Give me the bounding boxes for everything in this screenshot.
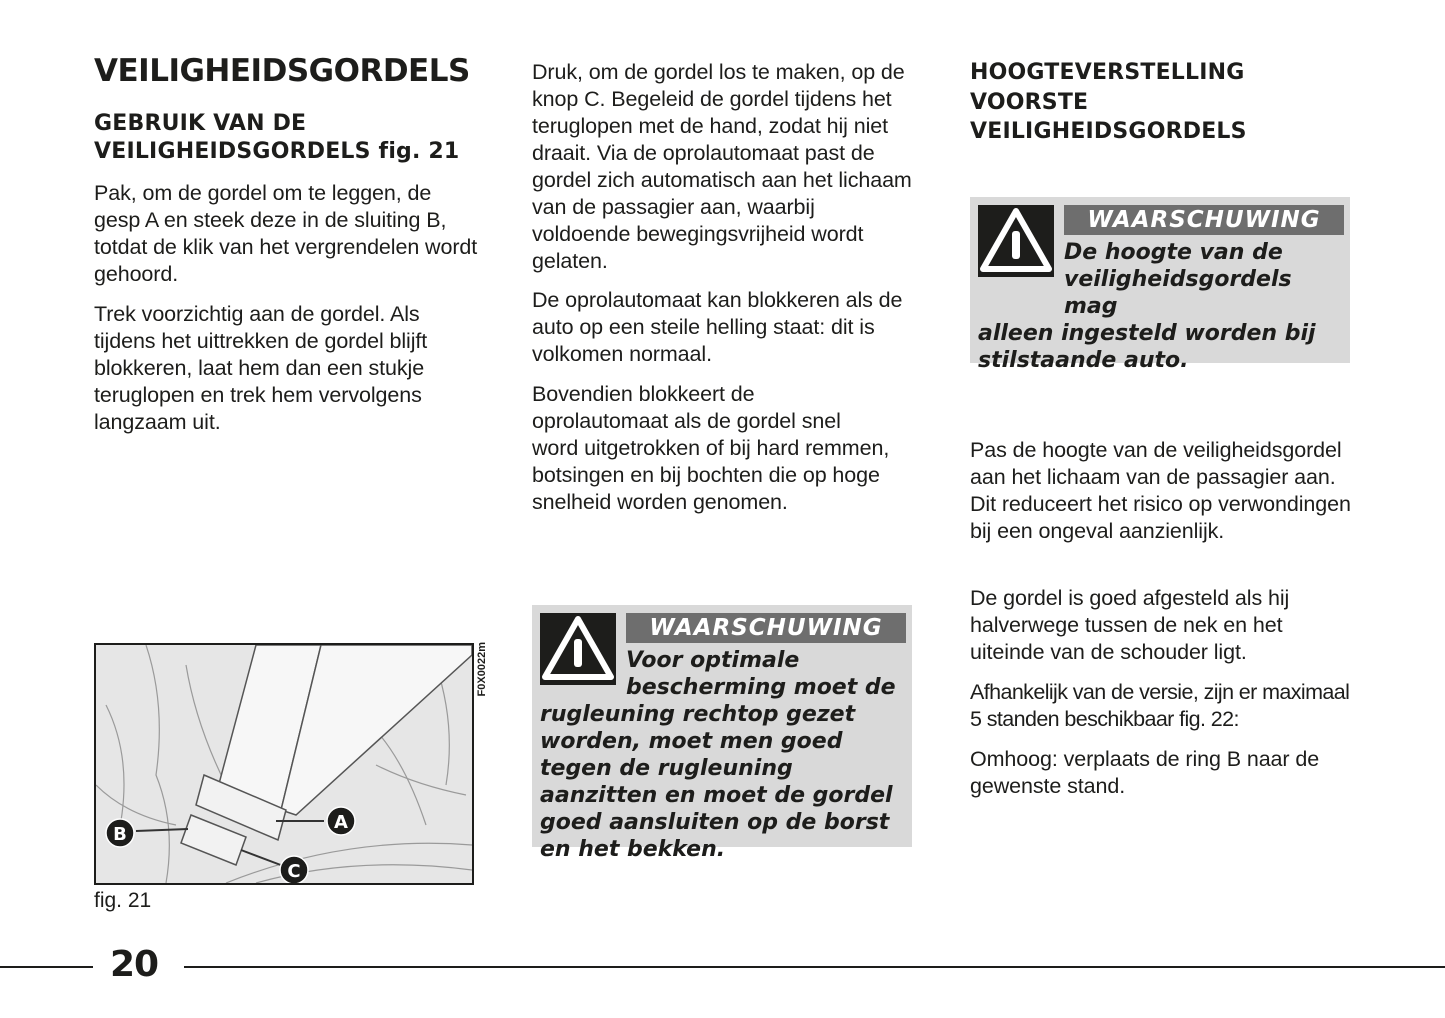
warning-title: WAARSCHUWING <box>1064 205 1344 235</box>
paragraph: Druk, om de gordel los te maken, op de knop C. Begeleid de gordel tijdens het teruglopen met de hand, zodat hij niet draait. Via de oprolautomaat past de gordel zich automatisch aan het lichaam van de passagier aan, waarbij voldoende bewegingsvrijheid wordt gelaten. <box>532 60 912 273</box>
paragraph: Omhoog: verplaats de ring B naar de gewenste stand. <box>970 747 1320 798</box>
label-c: C <box>287 861 301 882</box>
paragraph: Pak, om de gordel om te leggen, de gesp A en steek deze in de sluiting B, totdat de klik van het vergrendelen wordt gehoord. <box>94 181 478 286</box>
warning-text-indented: De hoogte van de veiligheidsgordels mag <box>1064 240 1292 319</box>
warning-title: WAARSCHUWING <box>626 613 906 643</box>
section-heading-height-adjust <box>970 58 1370 147</box>
paragraph: Pas de hoogte van de veiligheidsgordel aan het lichaam van de passagier aan. Dit reduceert het risico op verwondingen bij een ongeval aanzienlijk. <box>970 438 1351 543</box>
figure-caption: fig. 21 <box>94 889 152 912</box>
paragraph: De oprolautomaat kan blokkeren als de auto op een steile helling staat: dit is volkomen normaal. <box>532 288 903 366</box>
figure-seatbelt-buckle <box>94 643 474 885</box>
heading-line: HOOGTEVERSTELLING <box>970 60 1245 85</box>
heading-line: VEILIGHEIDSGORDELS fig. 21 <box>94 139 460 164</box>
label-b: B <box>113 824 127 845</box>
figure-code: F0X0022m <box>476 642 488 697</box>
heading-line: VOORSTE <box>970 89 1089 115</box>
heading-line: GEBRUIK VAN DE <box>94 111 307 136</box>
warning-text <box>978 239 1348 374</box>
footer-rule-right <box>184 966 1445 968</box>
warning-box <box>532 605 912 862</box>
label-a: A <box>334 812 348 833</box>
warning-box <box>970 197 1350 373</box>
footer-rule-left <box>0 966 93 968</box>
warning-text-rest: alleen ingesteld worden bij stilstaande auto. <box>978 321 1316 373</box>
paragraph: Afhankelijk van de versie, zijn er maximaal 5 standen beschikbaar fig. 22: <box>970 680 1350 731</box>
paragraph: Trek voorzichtig aan de gordel. Als tijdens het uittrekken de gordel blijft blokkeren, laat hem dan een stukje teruglopen en trek hem vervolgens langzaam uit. <box>94 302 428 434</box>
page-title: VEILIGHEIDSGORDELS <box>94 53 470 89</box>
paragraph: Bovendien blokkeert de oprolautomaat als de gordel snel word uitgetrokken of bij hard remmen, botsingen en bij bochten die op hoge snelheid worden genomen. <box>532 382 890 514</box>
paragraph: De gordel is goed afgesteld als hij halverwege tussen de nek en het uiteinde van de schouder ligt. <box>970 586 1290 664</box>
warning-text-rest: rugleuning rechtop gezet worden, moet men goed tegen de rugleuning aanzitten en moet de gordel goed aansluiten op de borst en het bekken. <box>540 702 893 862</box>
page-number: 20 <box>110 944 159 985</box>
section-heading-usage <box>94 110 494 166</box>
warning-text <box>540 647 910 863</box>
heading-line: VEILIGHEIDSGORDELS <box>970 119 1247 144</box>
warning-text-indented: Voor optimale bescherming moet de <box>626 648 896 700</box>
seatbelt-illustration <box>96 645 472 883</box>
